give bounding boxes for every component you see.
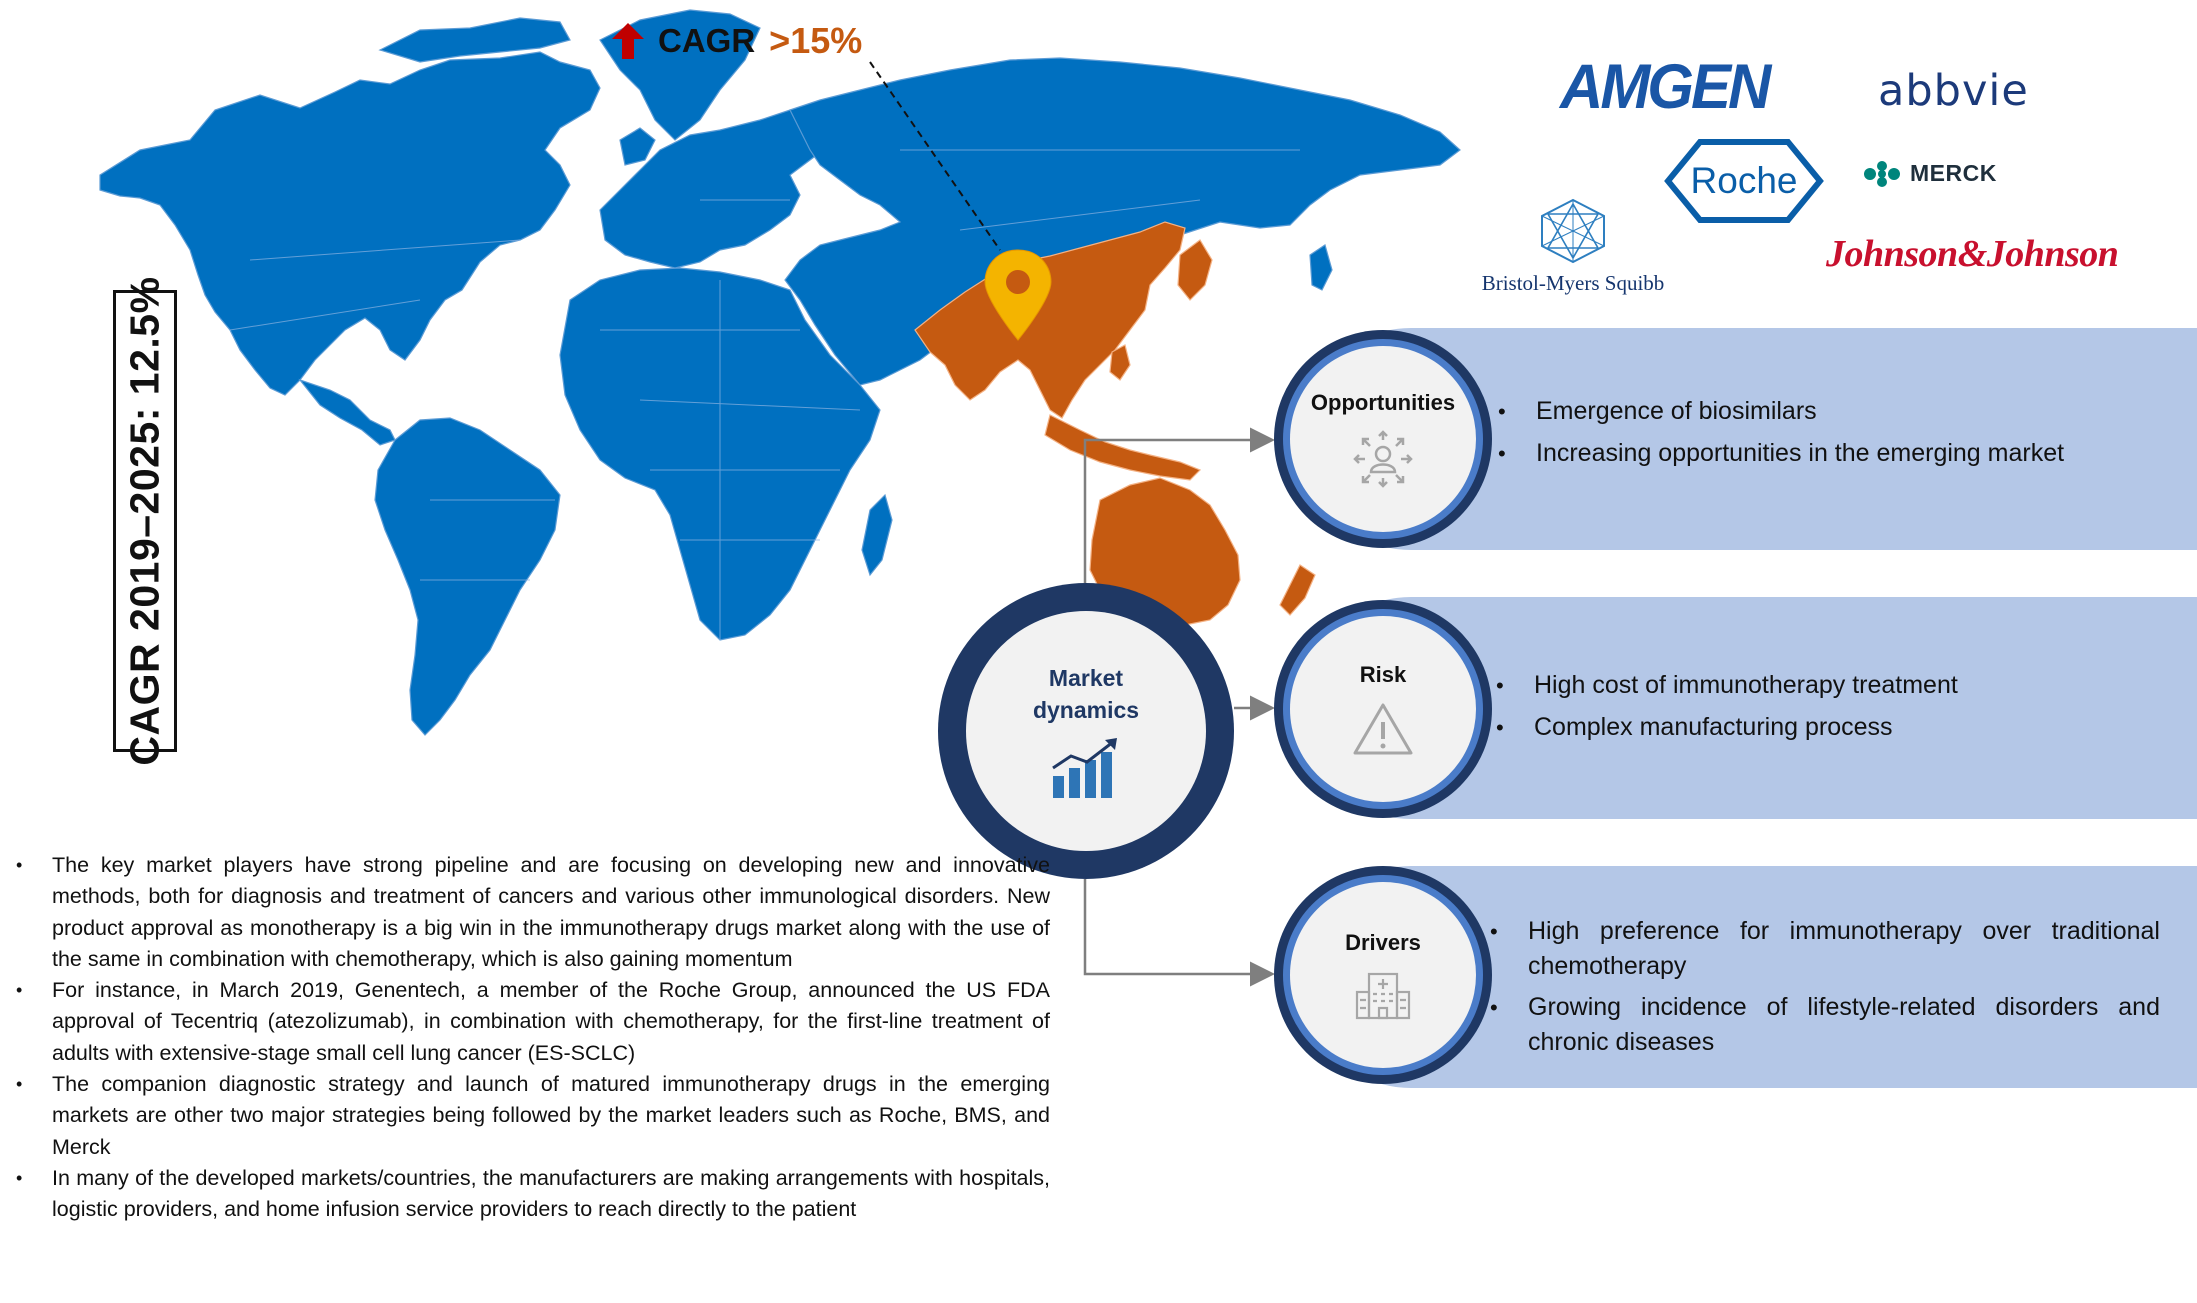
hub-title: Market dynamics [1032, 665, 1140, 723]
cagr-word: CAGR [658, 22, 756, 59]
merck-logo-text: MERCK [1910, 160, 1997, 186]
risk-title: Risk [1359, 662, 1407, 687]
list-item: • The companion diagnostic strategy and launch of matured immunotherapy drugs in the emerging markets are other two major strategies being followed by the market leaders such as Roche, BMS, and Merck [14, 1069, 1050, 1163]
drivers-node [1274, 866, 1492, 1084]
hospital-building-icon [1355, 970, 1411, 1020]
market-dynamics-hub [938, 583, 1234, 879]
up-arrow-icon [612, 23, 644, 59]
south-america [375, 418, 560, 735]
drivers-title: Drivers [1345, 930, 1421, 955]
drivers-list [1490, 914, 2160, 1066]
apac-cagr-label [612, 18, 862, 64]
list-item: • The key market players have strong pipeline and are focusing on developing new and innovative methods, both for diagnosis and treatment of cancers and various other immunological disorders. New product approval as monotherapy is a big win in the immunotherapy drugs market along with the use of the same in combination with chemotherapy, which is also gaining momentum [14, 850, 1050, 975]
risk-list [1496, 668, 2156, 752]
list-item: • High preference for immunotherapy over traditional chemotherapy [1490, 914, 2160, 984]
opportunities-list [1498, 394, 2158, 478]
overall-cagr-box [113, 276, 177, 766]
list-item: • In many of the developed markets/countries, the manufacturers are making arrangements with hospitals, logistic providers, and home infusion service providers to reach directly to the patient [14, 1163, 1050, 1226]
market-narrative-list [14, 850, 1050, 1226]
merck-emblem-icon [1862, 161, 1902, 187]
list-item: • Growing incidence of lifestyle-related disorders and chronic diseases [1490, 990, 2160, 1060]
opportunities-node [1274, 330, 1492, 548]
amgen-logo: AMGEN [1560, 51, 1769, 122]
people-network-icon [1351, 430, 1415, 488]
bms-logo [1478, 198, 1668, 296]
opportunities-title: Opportunities [1310, 390, 1456, 415]
overall-cagr-text: CAGR 2019–2025: 12.5% [121, 276, 168, 766]
apac-cagr-value: >15% [769, 20, 863, 61]
merck-logo [1862, 160, 1997, 187]
warning-triangle-icon [1352, 702, 1414, 756]
list-item: • Increasing opportunities in the emerging market [1498, 436, 2158, 471]
risk-node [1274, 600, 1492, 818]
bms-star-emblem-icon [1538, 198, 1608, 264]
bms-logo-text: Bristol-Myers Squibb [1481, 271, 1665, 295]
roche-logo-text: Roche [1690, 160, 1798, 201]
world-map [0, 0, 1470, 800]
list-item: • For instance, in March 2019, Genentech, a member of the Roche Group, announced the US FDA approval of Tecentriq (atezolizumab), in combination with chemotherapy, for the first-line treatment of adults with extensive-stage small cell lung cancer (ES-SCLC) [14, 975, 1050, 1069]
list-item: • Emergence of biosimilars [1498, 394, 2158, 429]
list-item: • High cost of immunotherapy treatment [1496, 668, 2156, 703]
roche-logo [1664, 138, 1824, 224]
abbvie-logo: abbvie [1878, 66, 2029, 116]
jnj-logo: Johnson&Johnson [1826, 233, 2119, 275]
rising-bar-chart-icon [1051, 738, 1121, 800]
list-item: • Complex manufacturing process [1496, 710, 2156, 745]
